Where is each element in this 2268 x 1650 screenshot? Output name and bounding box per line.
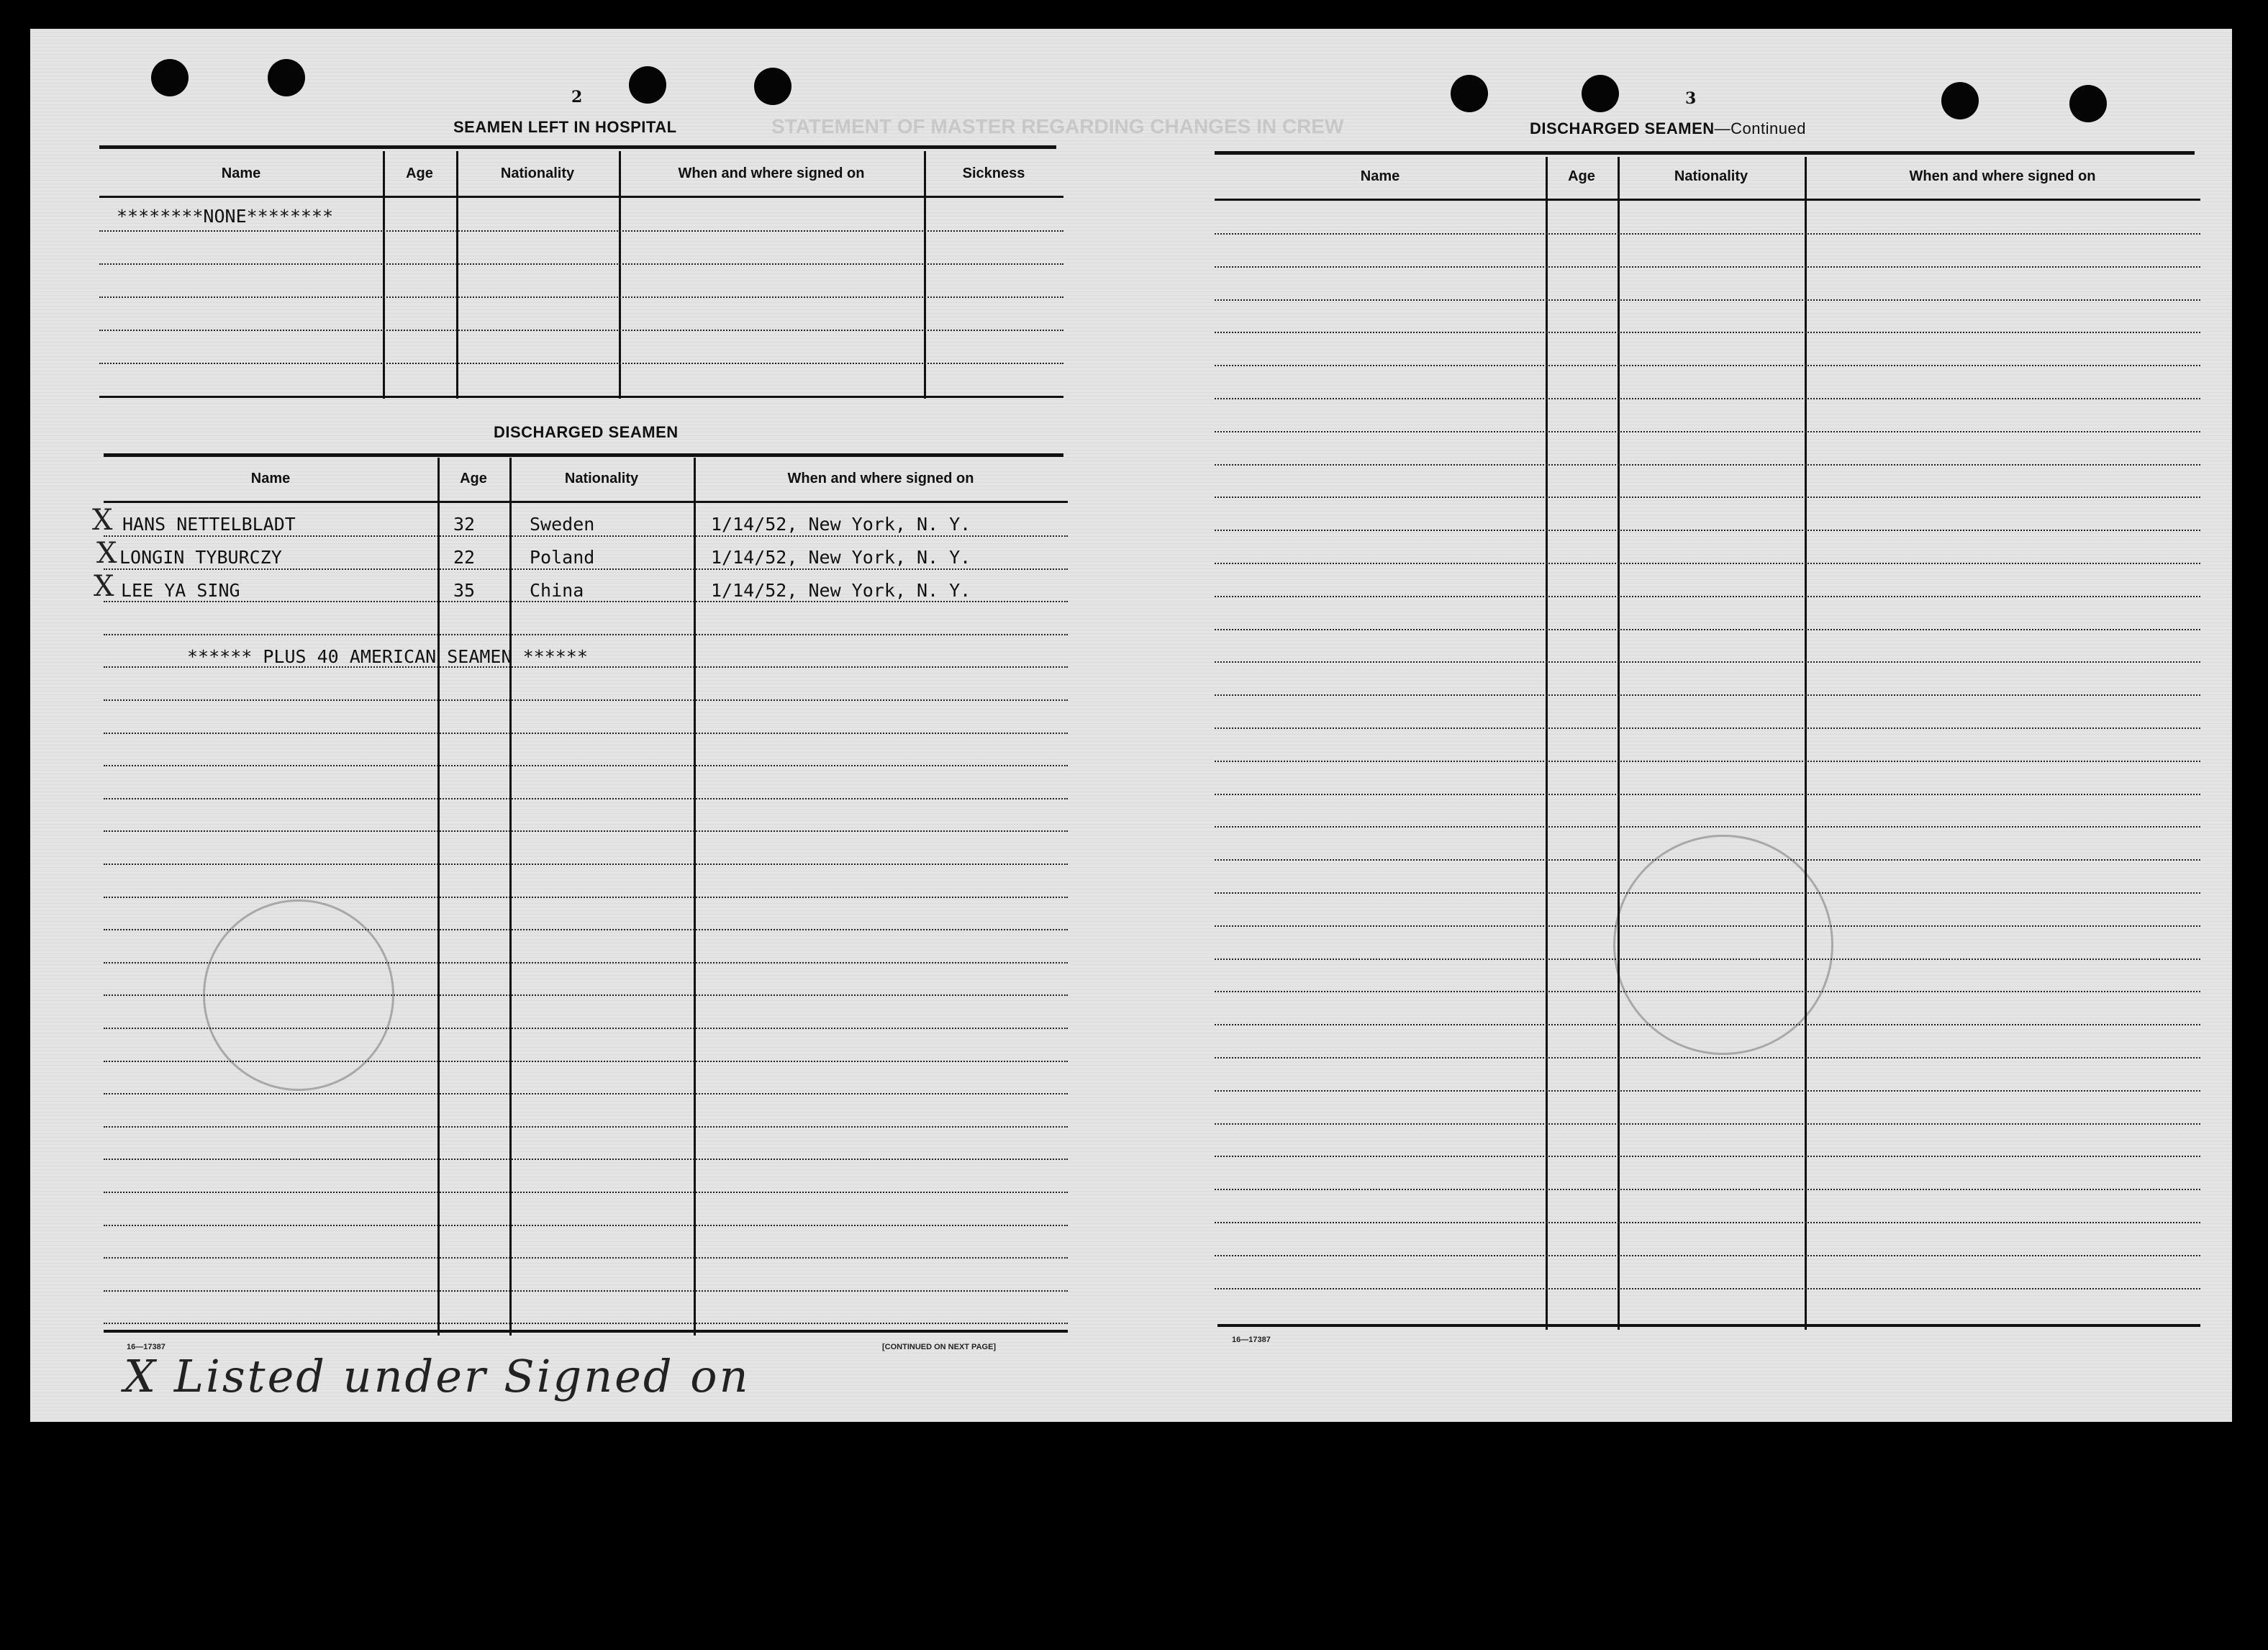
- form-number-right: 16—17387: [1232, 1336, 1271, 1344]
- discharged-section-title: DISCHARGED SEAMEN: [494, 423, 679, 441]
- discharged-row-age: 35: [453, 580, 476, 601]
- ruled-line: [1215, 464, 2200, 466]
- right-top-rule: [1215, 151, 2195, 155]
- discharged-row-signed-on: 1/14/52, New York, N. Y.: [711, 514, 971, 535]
- discharged-row-name: HANS NETTELBLADT: [122, 514, 296, 535]
- ruled-line: [1215, 1156, 2200, 1157]
- punch-hole-2: [268, 59, 305, 96]
- ruled-line: [104, 830, 1068, 832]
- hospital-row-line: [99, 263, 1063, 265]
- ruled-line: [1215, 925, 2200, 927]
- discharge-check-mark: X: [92, 504, 113, 537]
- hospital-col-divider: [619, 151, 621, 399]
- ruled-line: [1215, 563, 2200, 564]
- ruled-line: [104, 733, 1068, 734]
- discharged-row-name: LONGIN TYBURCZY: [119, 547, 282, 568]
- faint-stamp-right: [1613, 835, 1833, 1055]
- hospital-row-line: [99, 363, 1063, 364]
- ruled-line: [1215, 629, 2200, 630]
- punch-hole-5: [1451, 75, 1488, 112]
- right-title-text: DISCHARGED SEAMEN: [1530, 119, 1715, 137]
- ruled-line: [104, 798, 1068, 799]
- discharged-header-nationality: Nationality: [564, 471, 639, 486]
- discharged-header-rule: [104, 501, 1068, 503]
- hospital-header-sickness: Sickness: [962, 166, 1025, 181]
- ruled-line: [1215, 1090, 2200, 1092]
- punch-hole-7: [1941, 82, 1979, 119]
- hospital-col-divider: [383, 151, 385, 399]
- ruled-line: [1215, 1255, 2200, 1256]
- ruled-line: [1215, 497, 2200, 498]
- discharged-row-nationality: Poland: [530, 547, 595, 568]
- punch-hole-8: [2069, 85, 2107, 122]
- discharge-check-mark: X: [96, 537, 117, 570]
- ruled-line: [1215, 398, 2200, 399]
- ruled-line: [104, 1093, 1068, 1094]
- ruled-line: [104, 568, 1068, 570]
- ruled-line: [104, 1290, 1068, 1292]
- ruled-line: [104, 1225, 1068, 1226]
- right-section-title: [1530, 119, 1806, 138]
- hospital-top-rule: [99, 145, 1056, 149]
- american-seamen-note: ****** PLUS 40 AMERICAN SEAMEN ******: [187, 646, 588, 667]
- discharged-row-signed-on: 1/14/52, New York, N. Y.: [711, 580, 971, 601]
- hospital-col-divider: [924, 151, 926, 399]
- hospital-header-signed-on: When and where signed on: [678, 166, 865, 181]
- hospital-bottom-rule: [99, 396, 1063, 398]
- ruled-line: [104, 1028, 1068, 1029]
- ruled-line: [1215, 1057, 2200, 1059]
- discharged-row-nationality: Sweden: [530, 514, 595, 535]
- discharged-top-rule: [104, 453, 1063, 457]
- hospital-header-age: Age: [406, 166, 433, 181]
- hospital-row-line: [99, 330, 1063, 331]
- ruled-line: [1215, 1123, 2200, 1125]
- ruled-line: [1215, 727, 2200, 729]
- discharged-bottom-rule: [104, 1330, 1068, 1333]
- ruled-line: [104, 1323, 1068, 1324]
- discharged-header-signed-on: When and where signed on: [787, 471, 974, 486]
- ruled-line: [1215, 233, 2200, 235]
- ruled-line: [104, 863, 1068, 865]
- right-header-nationality: Nationality: [1674, 168, 1748, 184]
- punch-hole-3: [629, 66, 666, 104]
- discharged-row-signed-on: 1/14/52, New York, N. Y.: [711, 547, 971, 568]
- ruled-line: [1215, 694, 2200, 696]
- discharged-row-name: LEE YA SING: [121, 580, 240, 601]
- right-bottom-rule: [1217, 1324, 2200, 1327]
- right-header-signed-on: When and where signed on: [1909, 168, 2096, 184]
- hospital-row-line: [99, 230, 1063, 232]
- hospital-header-nationality: Nationality: [500, 166, 575, 181]
- ruled-line: [1215, 1288, 2200, 1289]
- ruled-line: [1215, 892, 2200, 894]
- ruled-line: [1215, 1189, 2200, 1190]
- ruled-line: [104, 994, 1068, 996]
- ruled-line: [1215, 431, 2200, 432]
- ruled-line: [104, 765, 1068, 766]
- punch-hole-6: [1582, 75, 1619, 112]
- ruled-line: [1215, 530, 2200, 531]
- ruled-line: [104, 929, 1068, 930]
- hospital-row-line: [99, 296, 1063, 298]
- discharged-header-age: Age: [460, 471, 487, 486]
- ruled-line: [1215, 859, 2200, 861]
- hospital-header-name: Name: [221, 166, 261, 181]
- ruled-line: [104, 1061, 1068, 1062]
- bleed-through-text: STATEMENT OF MASTER REGARDING CHANGES IN CREW: [771, 115, 1344, 137]
- discharge-check-mark: X: [94, 570, 114, 603]
- ruled-line: [1215, 991, 2200, 992]
- page-number-left: 2: [571, 88, 583, 106]
- discharged-row-age: 32: [453, 514, 476, 535]
- discharged-header-name: Name: [250, 471, 291, 486]
- discharged-row-nationality: China: [530, 580, 584, 601]
- right-header-age: Age: [1568, 168, 1595, 184]
- ruled-line: [104, 1257, 1068, 1259]
- hospital-col-divider: [456, 151, 458, 399]
- ruled-line: [1215, 596, 2200, 597]
- ruled-line: [1215, 266, 2200, 268]
- hospital-header-rule: [99, 196, 1063, 198]
- handwritten-note: X Listed under Signed on: [124, 1350, 750, 1402]
- ruled-line: [1215, 826, 2200, 828]
- document-sheet: [30, 29, 2232, 1422]
- ruled-line: [104, 601, 1068, 602]
- punch-hole-1: [151, 59, 189, 96]
- ruled-line: [104, 962, 1068, 964]
- ruled-line: [104, 1159, 1068, 1160]
- form-number-left: 16—17387: [127, 1343, 165, 1351]
- ruled-line: [1215, 661, 2200, 663]
- right-title-suffix: —Continued: [1714, 119, 1806, 137]
- right-header-rule: [1215, 199, 2200, 201]
- continued-note: [CONTINUED ON NEXT PAGE]: [882, 1343, 997, 1351]
- ruled-line: [1215, 1222, 2200, 1223]
- ruled-line: [104, 1126, 1068, 1128]
- ruled-line: [1215, 1024, 2200, 1025]
- hospital-section-title: SEAMEN LEFT IN HOSPITAL: [453, 118, 677, 136]
- ruled-line: [1215, 332, 2200, 333]
- discharged-row-age: 22: [453, 547, 476, 568]
- ruled-line: [104, 699, 1068, 701]
- hospital-none-entry: ********NONE********: [117, 206, 334, 227]
- right-header-name: Name: [1360, 168, 1400, 184]
- ruled-line: [104, 897, 1068, 898]
- ruled-line: [104, 634, 1068, 635]
- page-number-right: 3: [1685, 89, 1697, 108]
- ruled-line: [1215, 761, 2200, 762]
- punch-hole-4: [754, 68, 791, 105]
- ruled-line: [104, 535, 1068, 537]
- ruled-line: [1215, 794, 2200, 795]
- ruled-line: [1215, 299, 2200, 301]
- ruled-line: [1215, 365, 2200, 366]
- ruled-line: [1215, 958, 2200, 960]
- ruled-line: [104, 1192, 1068, 1193]
